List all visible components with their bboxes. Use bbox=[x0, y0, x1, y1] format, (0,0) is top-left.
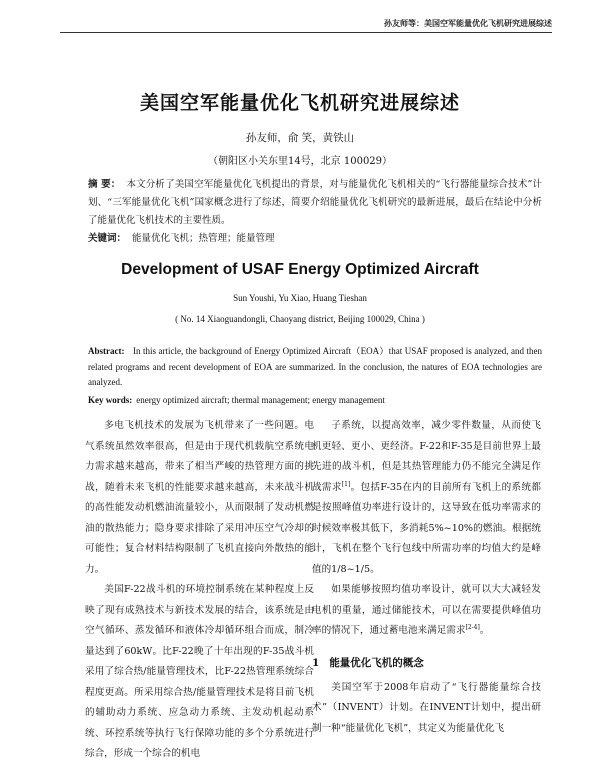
body-text: 。 bbox=[479, 625, 490, 636]
abstract-cn-text: 本文分析了美国空军能量优化飞机提出的背景，对与能量优化飞机相关的“飞行器能量综合技术”计划、“三军能量优化飞机”国家概念进行了综述，简要介绍能量优化飞机研究的最新进展，最后在结论中分析了能量优化飞机技术的主要性质。 bbox=[88, 179, 543, 226]
abstract-en bbox=[88, 344, 542, 391]
running-head: 孙友师等：美国空军能量优化飞机研究进展综述 bbox=[384, 18, 552, 28]
title-en: Development of USAF Energy Optimized Aircraft bbox=[121, 261, 479, 278]
body-paragraph: 多电飞机技术的发展为飞机带来了一些问题。电气系统虽然效率很高，但是由于现代机载航空系统电力需求越来越高，带来了相当严峻的热管理方面的挑战，随着未来飞机的性能要求越来越高，未来战斗机的高性能发动机燃油流量较小，从而限制了发动机燃油的散热能力；隐身要求排除了采用冲压空气冷却的可能性；复合材料结构限制了飞机直接向外散热的能力。 bbox=[85, 420, 314, 575]
section-number: 1 bbox=[312, 656, 320, 669]
header-rule bbox=[60, 32, 552, 33]
affiliation-cn: （朝阳区小关东里14号，北京 100029） bbox=[207, 156, 393, 167]
citation: [1] bbox=[341, 480, 351, 488]
abstract-cn-label: 摘 要： bbox=[88, 179, 121, 190]
authors-en: Sun Youshi, Yu Xiao, Huang Tieshan bbox=[233, 293, 367, 303]
title-cn: 美国空军能量优化飞机研究进展综述 bbox=[139, 92, 460, 114]
keywords-cn bbox=[88, 230, 542, 244]
affiliation-en: ( No. 14 Xiaoguandongli, Chaoyang district, Beijing 100029, China ) bbox=[175, 314, 425, 324]
body-column-right bbox=[312, 416, 541, 739]
body-text: 如果能够按照均值功率设计，就可以大大减轻发电机的重量，通过储能技术，可以在需要提供峰值功率的情况下，通过蓄电池来满足需求 bbox=[312, 584, 541, 636]
abstract-en-text: In this article, the background of Energy Optimized Aircraft（EOA）that USAF proposed is analyzed, and then related programs and recent development of EOA are summarized. In the conclusion, the natures of EOA technologies are analyzed. bbox=[88, 346, 542, 388]
body-column-left bbox=[85, 416, 314, 765]
keywords-en bbox=[88, 395, 542, 405]
authors-cn: 孙友师，俞 笑，黄铁山 bbox=[245, 132, 355, 144]
body-text: 子系统，以提高效率，减少零件数量，从而使飞机更轻、更小、更经济。F-22和F-35是目前世界上最先进的战斗机，但是其热管理能力仍不能完全满足作战需求 bbox=[312, 420, 541, 493]
keywords-en-text: energy optimized aircraft; thermal management; energy management bbox=[136, 395, 385, 405]
body-text: 。包括F-35在内的目前所有飞机上的系统都是按照峰值功率进行设计的，这导致在低功率需求的时候效率极其低下，多消耗5%~10%的燃油。根据统计，飞机在整个飞行包线中所需功率的均值大约是峰值的1/8~1/5。 bbox=[312, 481, 541, 575]
body-paragraph: 美国F-22战斗机的环境控制系统在某种程度上反映了现有成熟技术与新技术发展的结合，该系统是由空气循环、蒸发循环和液体冷却循环组合而成，制冷量达到了60kW。比F-22晚了十年出现的F-35战斗机采用了综合热/能量管理技术，比F-22热管理系统综合程度更高。所采用综合热/能量管理技术是将目前飞机的辅助动力系统、应急动力系统、主发动机起动系统、环控系统等执行飞行保障功能的多个分系统进行综合，形成一个综合的机电 bbox=[85, 584, 314, 759]
body-paragraph bbox=[312, 416, 541, 580]
keywords-en-label: Key words: bbox=[88, 395, 133, 405]
keywords-cn-text: 能量优化飞机；热管理；能量管理 bbox=[132, 233, 275, 244]
keywords-cn-label: 关键词： bbox=[88, 233, 127, 244]
abstract-en-label: Abstract: bbox=[88, 346, 125, 356]
citation: [2-4] bbox=[465, 623, 480, 631]
section-title: 能量优化飞机的概念 bbox=[329, 656, 424, 669]
section-heading bbox=[312, 653, 541, 673]
abstract-cn bbox=[88, 176, 542, 230]
body-paragraph: 美国空军于2008年启动了“飞行器能量综合技术”（INVENT）计划。在INVENT计划中，提出研制一种“能量优化飞机”，其定义为能量优化飞 bbox=[312, 681, 541, 734]
body-paragraph bbox=[312, 580, 541, 642]
